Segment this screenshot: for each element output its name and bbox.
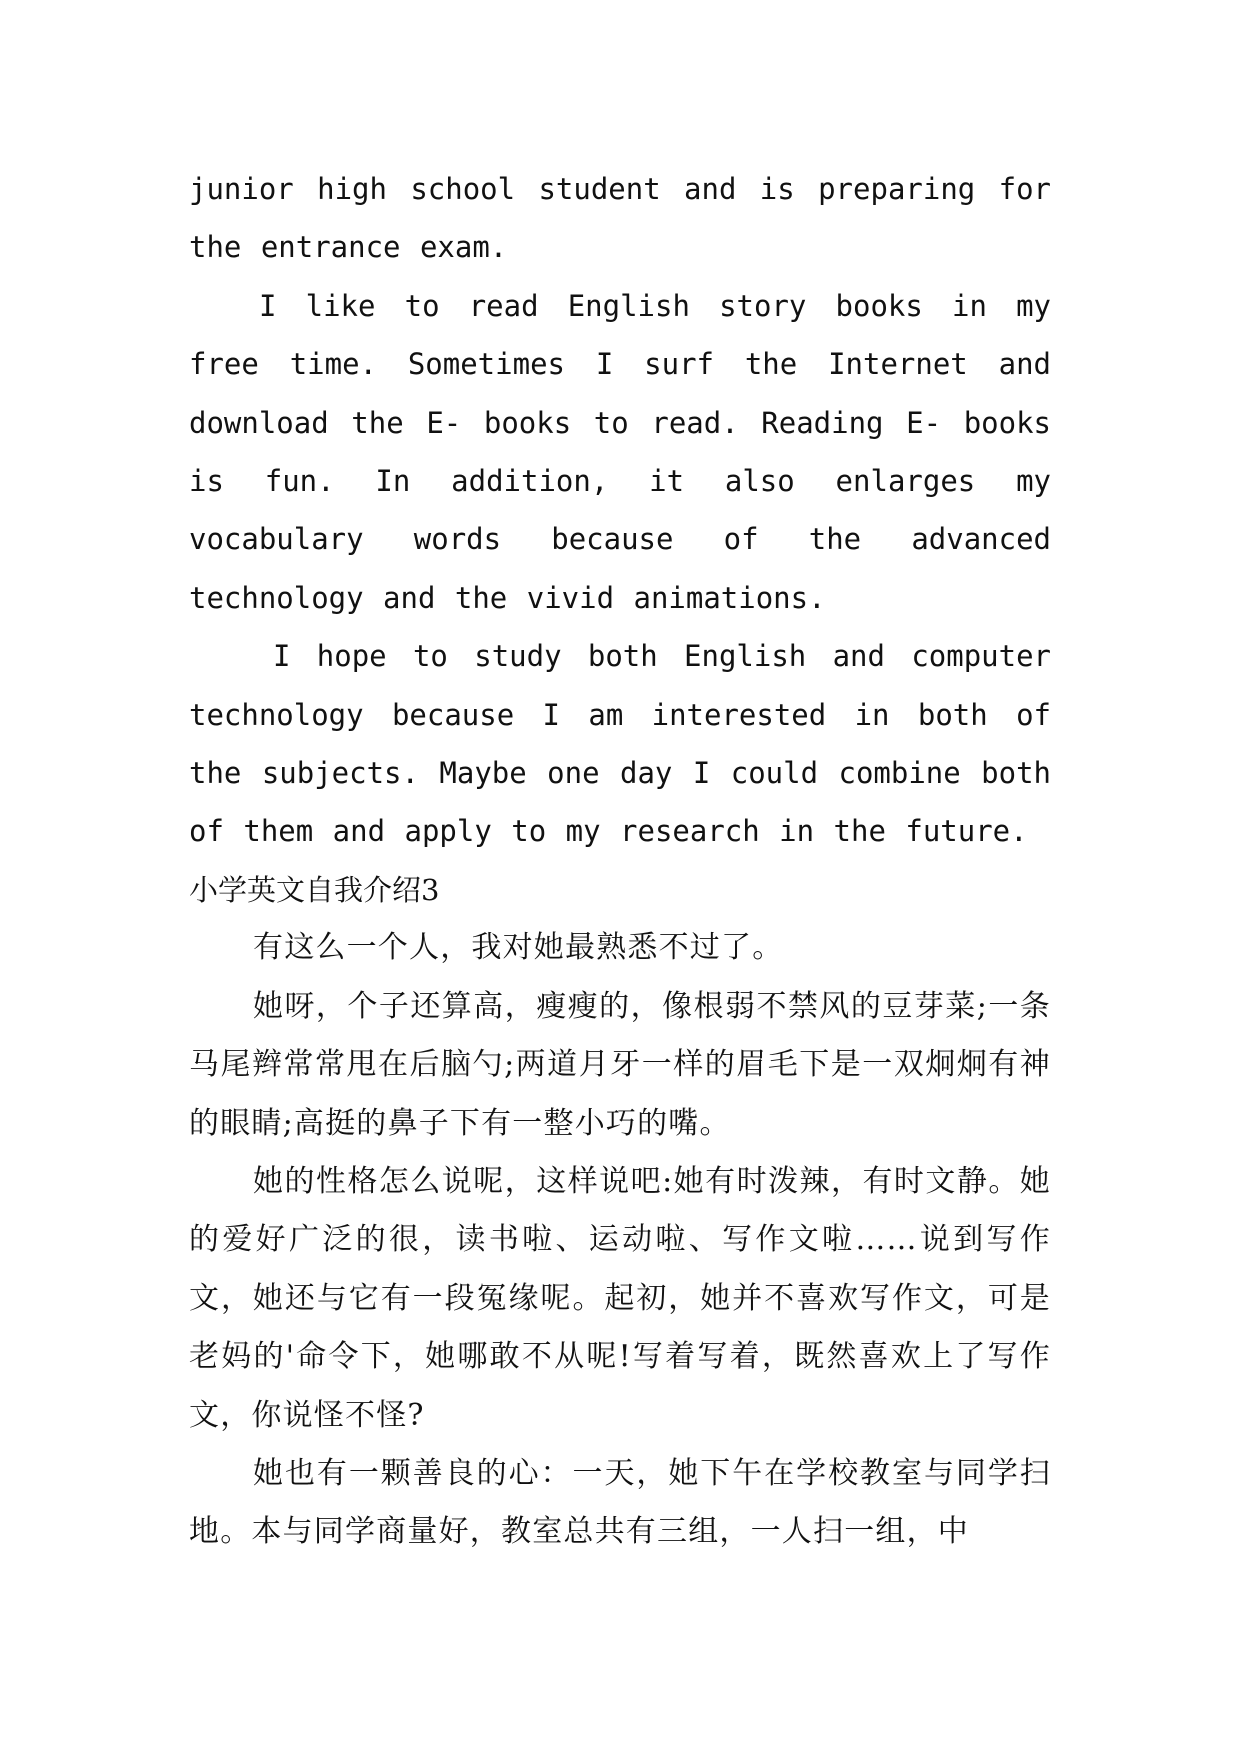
paragraph-en-1: junior high school student and is preparing for the entrance exam. [189,172,1051,265]
paragraph-zh-2: 她呀，个子还算高，瘦瘦的，像根弱不禁风的豆芽菜;一条马尾辫常常甩在后脑勺;两道月牙一样的眉毛下是一双炯炯有神的眼睛;高挺的鼻子下有一整小巧的嘴。 [189,988,1051,1141]
paragraph-en-3: I hope to study both English and computer technology because I am interested in both of the subjects. Maybe one day I could combine both of them and apply to my research in the future. [189,639,1051,849]
document-page [189,160,1051,1562]
paragraph-en-2: I like to read English story books in my free time. Sometimes I surf the Internet and download the E- books to read. Reading E- books is fun. In addition, it also enlarges my vocabulary words because of the advanced technology and the vivid animations. [189,288,1051,615]
paragraph-zh-1: 有这么一个人，我对她最熟悉不过了。 [253,930,784,966]
paragraph-zh-4: 她也有一颗善良的心：一天，她下午在学校教室与同学扫地。本与同学商量好，教室总共有三组，一人扫一组，中 [189,1455,1051,1550]
section-heading: 小学英文自我介绍3 [189,872,440,907]
paragraph-zh-3: 她的性格怎么说呢，这样说吧:她有时泼辣，有时文静。她的爱好广泛的很，读书啦、运动啦、写作文啦……说到写作文，她还与它有一段冤缘呢。起初，她并不喜欢写作文，可是老妈的'命令下，她哪敢不从呢!写着写着，既然喜欢上了写作文，你说怪不怪? [189,1163,1051,1433]
